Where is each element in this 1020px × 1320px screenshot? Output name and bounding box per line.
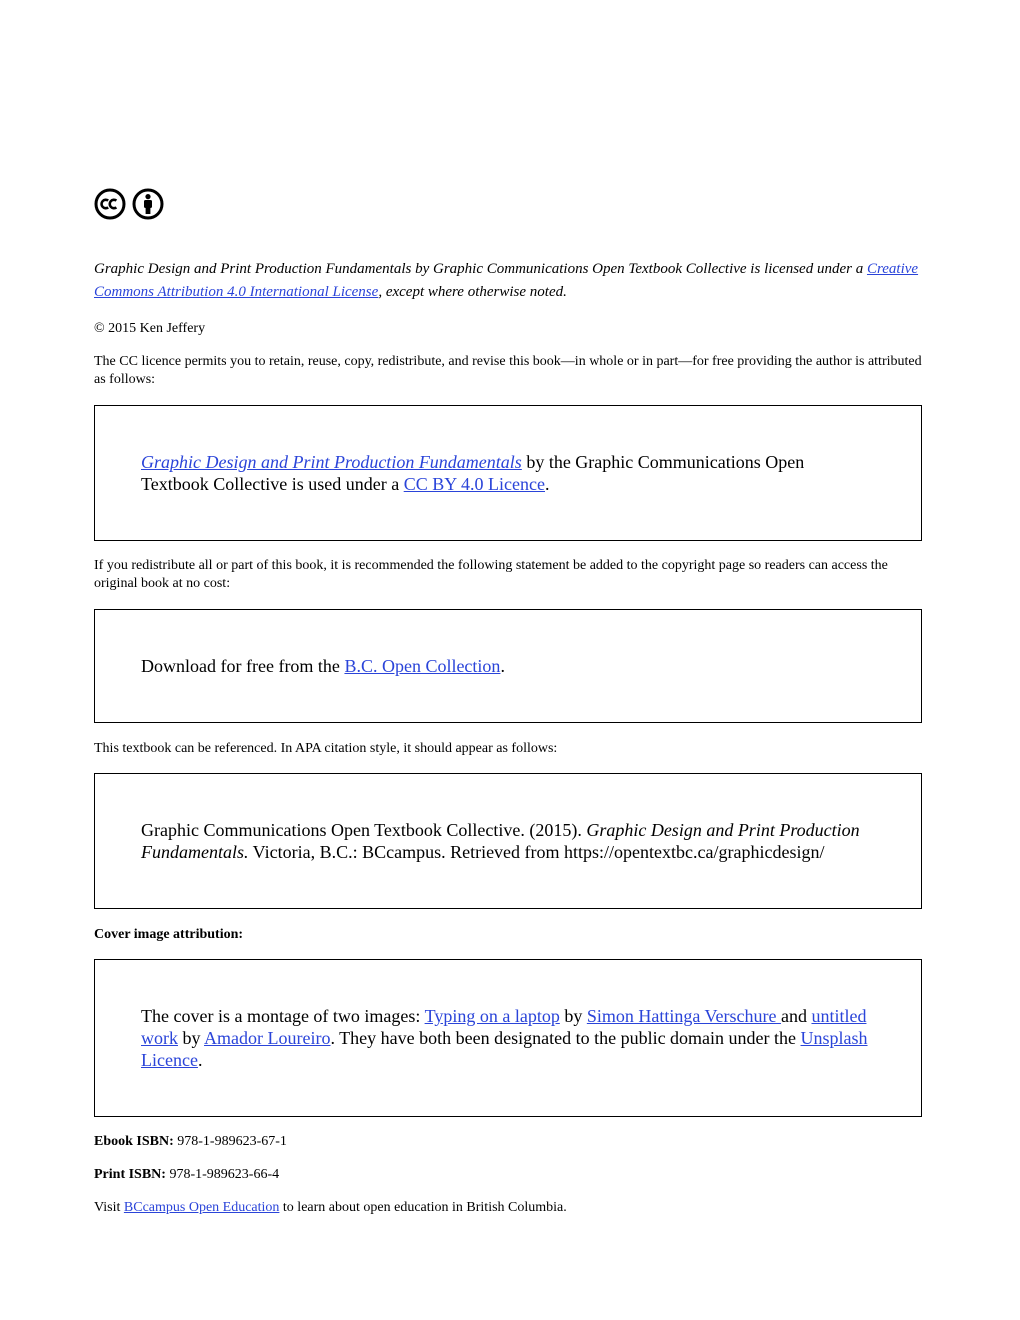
attribution-box <box>94 405 922 541</box>
print-isbn-value: 978-1-989623-66-4 <box>165 1167 280 1182</box>
visit-paragraph <box>94 1199 926 1217</box>
cover-text-3: and <box>780 1006 812 1026</box>
untitled-work-link[interactable]: untitled work <box>141 1006 867 1048</box>
print-isbn <box>94 1166 926 1184</box>
cover-text-2: by <box>559 1006 587 1026</box>
print-isbn-label: Print ISBN: <box>94 1167 166 1182</box>
ebook-isbn <box>94 1133 926 1151</box>
citation-text-end: Victoria, B.C.: BCcampus. Retrieved from https://opentextbc.ca/graphicdesign/ <box>248 842 825 862</box>
cover-attribution-box <box>94 959 922 1117</box>
bccampus-open-education-link[interactable]: BCcampus Open Education <box>123 1200 280 1215</box>
visit-text-end: to learn about open education in British Columbia. <box>279 1200 567 1215</box>
cover-text-1: The cover is a montage of two images: <box>141 1006 425 1026</box>
copyright-notice: © 2015 Ken Jeffery <box>94 321 206 336</box>
book-title-link[interactable]: Graphic Design and Print Production Fundamentals <box>141 452 522 472</box>
redistribute-paragraph: If you redistribute all or part of this book, it is recommended the following statement be added to the copyright page so readers can access the original book at no cost: <box>94 558 888 591</box>
cover-heading-text: Cover image attribution: <box>94 927 244 942</box>
cover-text-4: by <box>178 1028 205 1048</box>
ebook-isbn-label: Ebook ISBN: <box>94 1134 174 1149</box>
simon-hattinga-verschure-link[interactable]: Simon Hattinga Verschure <box>586 1006 781 1026</box>
cover-text-5: . They have both been designated to the public domain under the <box>330 1028 801 1048</box>
visit-text: Visit <box>94 1200 124 1215</box>
cc-icon <box>94 188 126 220</box>
attribution-text: by the Graphic Communications Open Textbook Collective is used under a <box>141 452 805 494</box>
cc-by-licence-link[interactable]: CC BY 4.0 Licence <box>403 474 545 494</box>
download-box <box>94 609 922 723</box>
attribution-person-icon <box>132 188 164 220</box>
cover-heading <box>94 926 926 944</box>
download-end: . <box>500 656 505 676</box>
citation-title: Graphic Design and Print Production Fundamentals. <box>141 820 860 862</box>
attribution-end: . <box>545 474 550 494</box>
license-text: Graphic Design and Print Production Fundamentals by Graphic Communications Open Textbook Collective is licensed under a <box>94 261 867 277</box>
cc-by-badge <box>94 188 164 220</box>
unsplash-licence-link[interactable]: Unsplash Licence <box>141 1028 868 1070</box>
ebook-isbn-value: 978-1-989623-67-1 <box>173 1134 287 1149</box>
bc-open-collection-link[interactable]: B.C. Open Collection <box>344 656 501 676</box>
license-statement <box>94 258 926 304</box>
citation-box <box>94 773 922 909</box>
cc-license-link[interactable]: Creative Commons Attribution 4.0 International License <box>94 261 919 300</box>
permits-paragraph: The CC licence permits you to retain, reuse, copy, redistribute, and revise this book—in whole or in part—for free providing the author is attributed as follows: <box>94 354 922 387</box>
citation-text: Graphic Communications Open Textbook Collective. (2015). <box>141 820 587 840</box>
cover-text-6: . <box>197 1050 203 1070</box>
typing-on-laptop-link[interactable]: Typing on a laptop <box>424 1006 560 1026</box>
reference-paragraph: This textbook can be referenced. In APA citation style, it should appear as follows: <box>94 741 558 756</box>
download-text: Download for free from the <box>141 656 345 676</box>
license-text-end: , except where otherwise noted. <box>378 284 567 300</box>
amador-loureiro-link[interactable]: Amador Loureiro <box>204 1028 331 1048</box>
